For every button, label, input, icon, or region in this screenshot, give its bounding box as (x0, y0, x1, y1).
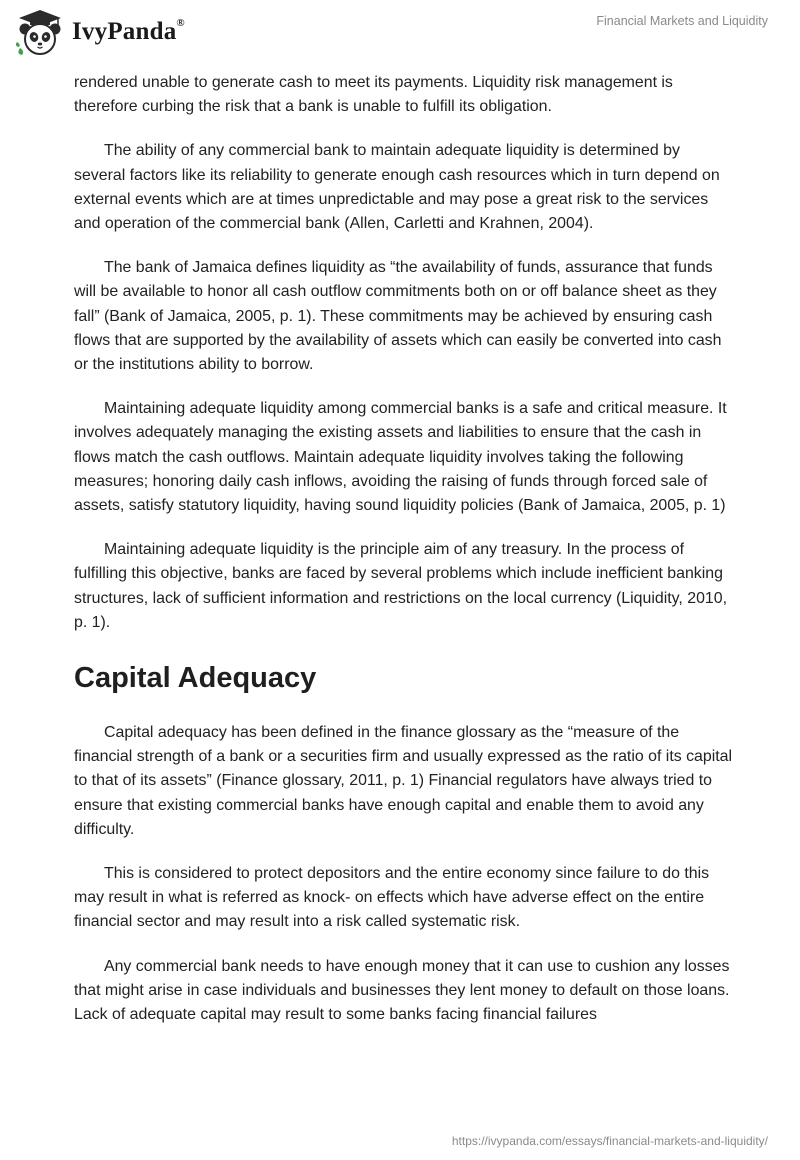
paragraph: Capital adequacy has been defined in the finance glossary as the “measure of the financial strength of a bank or a securities firm and usually expressed as the ratio of its capital to that of its assets” (Finance glossary, 2011, p. 1) Financial regulators have always tried to ensure that existing commercial banks have enough capital and enable them to avoid any difficulty. (74, 724, 733, 838)
footer-url-link[interactable]: https://ivypanda.com/essays/financial-markets-and-liquidity/ (451, 1134, 768, 1148)
panda-graduation-icon (14, 8, 66, 56)
paragraph: This is considered to protect depositors and the entire economy since failure to do this may result in what is referred as knock- on effects which have adverse effect on the entire financial sector and may result into a risk called systematic risk. (74, 865, 710, 931)
section-heading-capital-adequacy: Capital Adequacy (74, 662, 317, 695)
brand-name: IvyPanda® (72, 16, 185, 45)
paragraph: The ability of any commercial bank to maintain adequate liquidity is determined by several factors like its reliability to generate enough cash resources which in turn depend on external events which are at times unpredictable and may pose a great risk to the services and operation of the commercial bank (Allen, Carletti and Krahnen, 2004). (74, 142, 720, 233)
document-title: Financial Markets and Liquidity (596, 14, 768, 28)
paragraph: Maintaining adequate liquidity is the principle aim of any treasury. In the process of fulfilling this objective, banks are faced by several problems which include inefficient banking structures, lack of sufficient information and restrictions on the local currency (Liquidity, 2010, p. 1). (74, 541, 728, 631)
paragraph-continuation: rendered unable to generate cash to meet its payments. Liquidity risk management is therefore curbing the risk that a bank is unable to fulfill its obligation. (74, 74, 673, 116)
page-header (0, 0, 800, 64)
essay-content (74, 71, 734, 1047)
paragraph: The bank of Jamaica defines liquidity as “the availability of funds, assurance that funds will be available to honor all cash outflow commitments both on or off balance sheet as they fall” (Bank of Jamaica, 2005, p. 1). These commitments may be achieved by ensuring cash flows that are supported by the availability of assets which can easily be converted into cash or the institutions ability to borrow. (74, 259, 722, 374)
paragraph: Any commercial bank needs to have enough money that it can use to cushion any losses that might arise in case individuals and businesses they lent money to default on those loans. Lack of adequate capital may result to some banks facing financial failures (74, 957, 730, 1024)
ivypanda-logo[interactable] (14, 8, 185, 56)
paragraph: Maintaining adequate liquidity among commercial banks is a safe and critical measure. It involves adequately managing the existing assets and liabilities to ensure that the cash in flows match the cash outflows. Maintain adequate liquidity involves taking the following measures; honoring daily cash inflows, avoiding the raising of funds through forced sale of assets, satisfy statutory liquidity, having sound liquidity policies (Bank of Jamaica, 2005, p. 1) (74, 400, 727, 515)
registered-mark: ® (176, 16, 185, 29)
